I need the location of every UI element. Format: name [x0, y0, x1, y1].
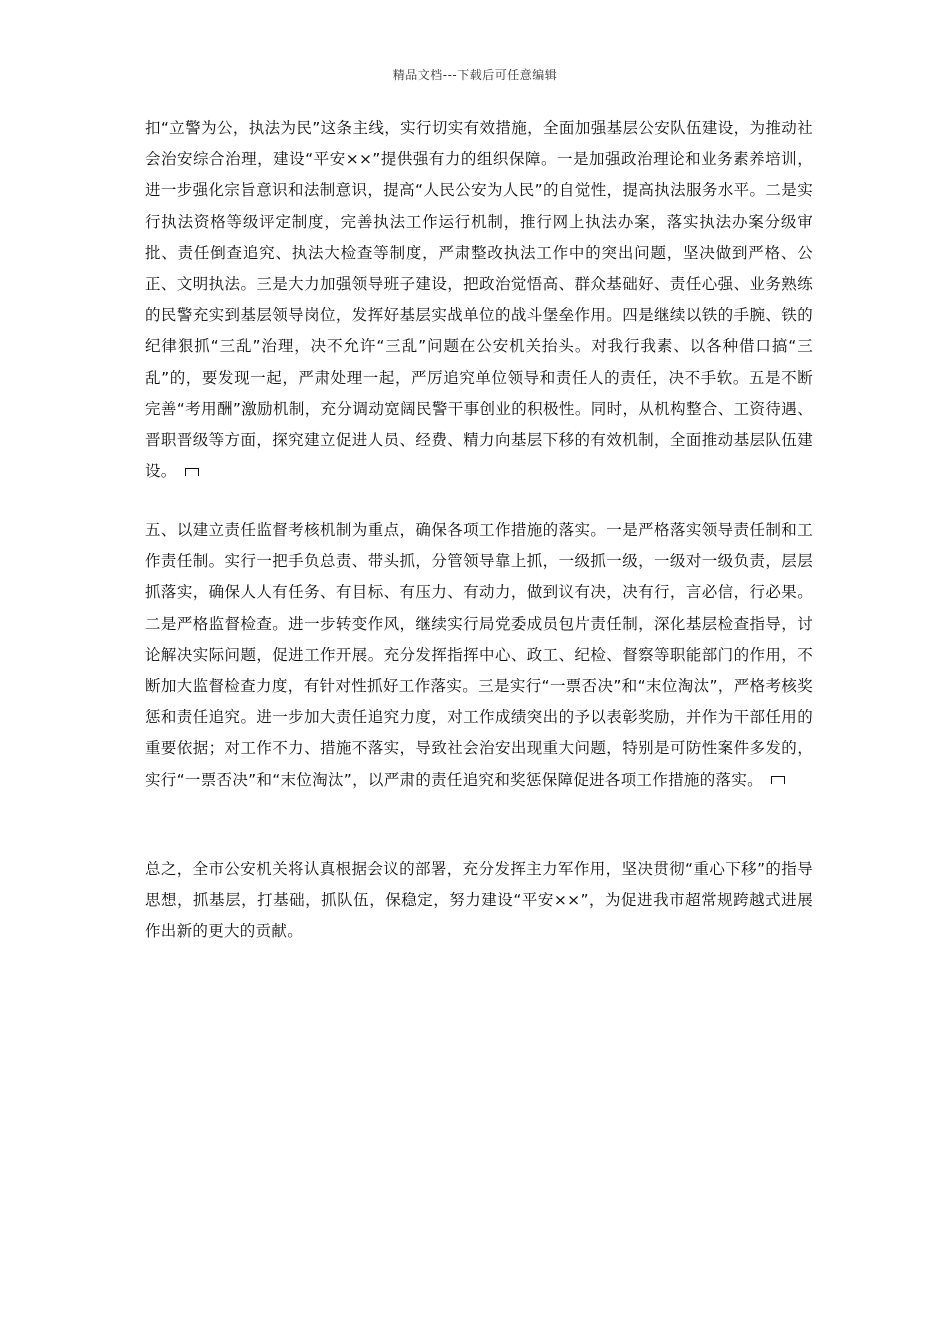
paragraph-2	[145, 515, 813, 796]
paragraph-mark-icon	[185, 468, 199, 476]
paragraph-1-text: 扣“立警为公，执法为民”这条主线，实行切实有效措施，全面加强基层公安队伍建设，为推动社会治安综合治理，建设“平安××”提供强有力的组织保障。一是加强政治理论和业务素养培训，进一步强化宗旨意识和法制意识，提高“人民公安为人民”的自觉性，提高执法服务水平。二是实行执法资格等级评定制度，完善执法工作运行机制，推行网上执法办案，落实执法办案分级审批、责任倒查追究、执法大检查等制度，严肃整改执法工作中的突出问题，坚决做到严格、公正、文明执法。三是大力加强领导班子建设，把政治觉悟高、群众基础好、责任心强、业务熟练的民警充实到基层领导岗位，发挥好基层实战单位的战斗堡垒作用。四是继续以铁的手腕、铁的纪律狠抓“三乱”治理，决不允许“三乱”问题在公安机关抬头。对我行我素、以各种借口搞“三乱”的，要发现一起，严肃处理一起，严厉追究单位领导和责任人的责任，决不手软。五是不断完善“考用酬”激励机制，充分调动宽阔民警干事创业的积极性。同时，从机构整合、工资待遇、晋职晋级等方面，探究建立促进人员、经费、精力向基层下移的有效机制，全面推动基层队伍建设。	[145, 119, 813, 481]
paragraph-3	[145, 854, 813, 948]
paragraph-3-text: 总之，全市公安机关将认真根据会议的部署，充分发挥主力军作用，坚决贯彻“重心下移”的指导思想，抓基层，打基础，抓队伍，保稳定，努力建设“平安××”，为促进我市超常规跨越式进展作出新的更大的贡献。	[145, 860, 813, 941]
paragraph-mark-icon	[771, 776, 785, 784]
paragraph-1	[145, 113, 813, 487]
page-header: 精品文档---下载后可任意编辑	[392, 68, 558, 82]
paragraph-2-text: 五、以建立责任监督考核机制为重点，确保各项工作措施的落实。一是严格落实领导责任制和工作责任制。实行一把手负总责、带头抓，分管领导靠上抓，一级抓一级，一级对一级负责，层层抓落实，确保人人有任务、有目标、有压力、有动力，做到议有决，决有行，言必信，行必果。二是严格监督检查。进一步转变作风，继续实行局党委成员包片责任制，深化基层检查指导，讨论解决实际问题，促进工作开展。充分发挥指挥中心、政工、纪检、督察等职能部门的作用，不断加大监督检查力度，有针对性抓好工作落实。三是实行“一票否决”和“末位淘汰”，严格考核奖惩和责任追究。进一步加大责任追究力度，对工作成绩突出的予以表彰奖励，并作为干部任用的重要依据；对工作不力、措施不落实，导致社会治安出现重大问题，特别是可防性案件多发的，实行“一票否决”和“末位淘汰”，以严肃的责任追究和奖惩保障促进各项工作措施的落实。	[145, 521, 813, 789]
